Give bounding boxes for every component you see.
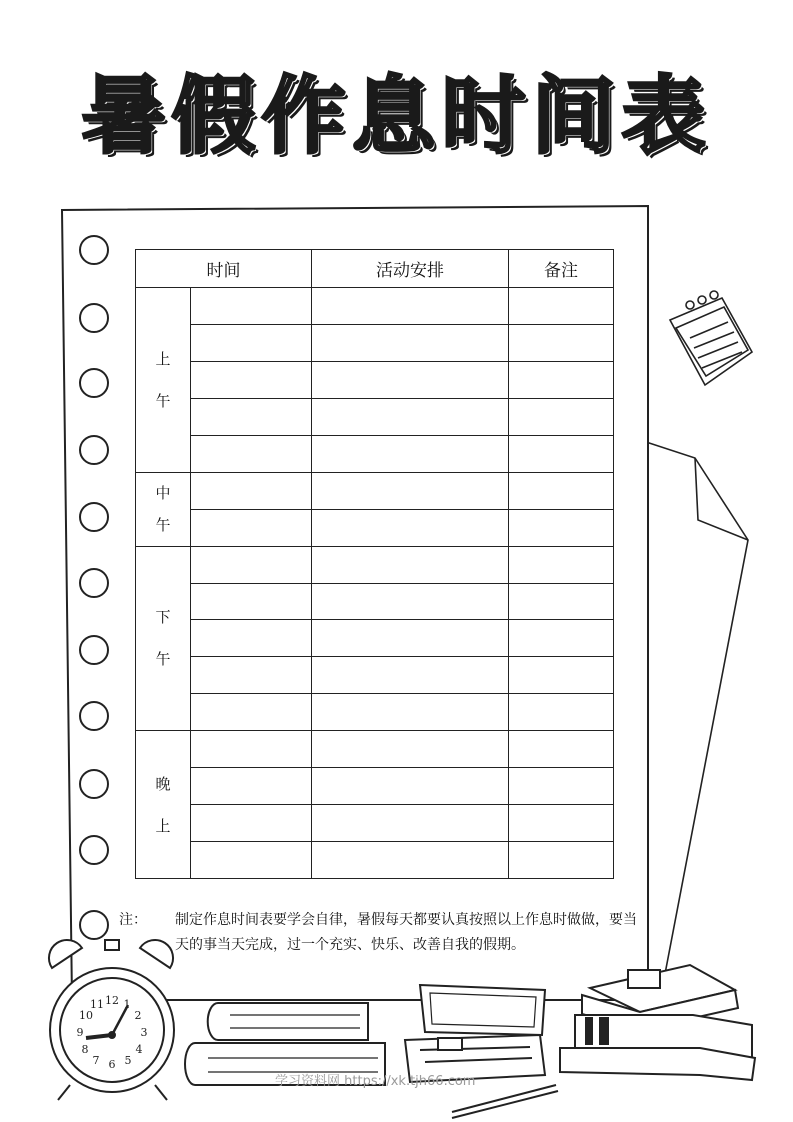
remarks-cell[interactable] (509, 546, 614, 583)
time-cell[interactable] (191, 620, 312, 657)
activity-cell[interactable] (312, 842, 509, 879)
time-cell[interactable] (191, 805, 312, 842)
period-noon: 中 午 (136, 472, 191, 546)
table-row (136, 842, 614, 879)
header-time: 时间 (136, 250, 312, 288)
clock-number: 8 (81, 1043, 89, 1056)
table-row (136, 657, 614, 694)
remarks-cell[interactable] (509, 435, 614, 472)
table-row (136, 694, 614, 731)
time-cell[interactable] (191, 288, 312, 325)
remarks-cell[interactable] (509, 509, 614, 546)
remarks-cell[interactable] (509, 842, 614, 879)
remarks-cell[interactable] (509, 731, 614, 768)
clock-number: 2 (134, 1009, 142, 1022)
clock-number: 6 (108, 1058, 116, 1071)
period-morning: 上 午 (136, 288, 191, 473)
time-cell[interactable] (191, 324, 312, 361)
table-row (136, 731, 614, 768)
watermark: 学习资料网 https://xk.tjh66.com (275, 1074, 476, 1089)
time-cell[interactable] (191, 546, 312, 583)
time-cell[interactable] (191, 731, 312, 768)
remarks-cell[interactable] (509, 361, 614, 398)
note-text: 制定作息时间表要学会自律，暑假每天都要认真按照以上作息时做做，要当天的事当天完成，过一个充实、快乐、改善自我的假期。 (175, 912, 637, 953)
table-row (136, 768, 614, 805)
period-afternoon: 下 午 (136, 546, 191, 731)
activity-cell[interactable] (312, 435, 509, 472)
time-cell[interactable] (191, 472, 312, 509)
clock-number: 10 (79, 1009, 93, 1022)
note-label: 注： (119, 912, 147, 928)
clock-number: 12 (105, 994, 119, 1007)
time-cell[interactable] (191, 842, 312, 879)
activity-cell[interactable] (312, 546, 509, 583)
table-row (136, 288, 614, 325)
time-cell[interactable] (191, 657, 312, 694)
remarks-cell[interactable] (509, 472, 614, 509)
remarks-cell[interactable] (509, 805, 614, 842)
activity-cell[interactable] (312, 472, 509, 509)
remarks-cell[interactable] (509, 324, 614, 361)
activity-cell[interactable] (312, 398, 509, 435)
table-row (136, 324, 614, 361)
table-row (136, 546, 614, 583)
remarks-cell[interactable] (509, 583, 614, 620)
table-header-row (136, 250, 614, 288)
time-cell[interactable] (191, 361, 312, 398)
table-row (136, 472, 614, 509)
time-cell[interactable] (191, 768, 312, 805)
activity-cell[interactable] (312, 509, 509, 546)
activity-cell[interactable] (312, 805, 509, 842)
time-cell[interactable] (191, 398, 312, 435)
activity-cell[interactable] (312, 731, 509, 768)
notepad-icon (670, 291, 752, 385)
time-cell[interactable] (191, 694, 312, 731)
time-cell[interactable] (191, 509, 312, 546)
remarks-cell[interactable] (509, 398, 614, 435)
remarks-cell[interactable] (509, 694, 614, 731)
activity-cell[interactable] (312, 694, 509, 731)
table-row (136, 361, 614, 398)
schedule-table (135, 249, 614, 879)
remarks-cell[interactable] (509, 768, 614, 805)
activity-cell[interactable] (312, 620, 509, 657)
time-cell[interactable] (191, 435, 312, 472)
header-remarks: 备注 (509, 250, 614, 288)
clock-number: 4 (135, 1043, 143, 1056)
remarks-cell[interactable] (509, 288, 614, 325)
activity-cell[interactable] (312, 324, 509, 361)
pencil-case-icon (405, 985, 558, 1118)
table-row (136, 805, 614, 842)
remarks-cell[interactable] (509, 657, 614, 694)
clock-number: 11 (90, 998, 104, 1011)
table-row (136, 398, 614, 435)
table-row (136, 583, 614, 620)
clock-number: 1 (123, 998, 131, 1011)
clock-number: 9 (76, 1026, 84, 1039)
period-evening: 晚 上 (136, 731, 191, 879)
page-title: 暑假作息时间表 (81, 67, 712, 165)
activity-cell[interactable] (312, 361, 509, 398)
activity-cell[interactable] (312, 768, 509, 805)
table-row (136, 509, 614, 546)
table-row (136, 620, 614, 657)
clock-number: 7 (92, 1054, 100, 1067)
clock-number: 3 (140, 1026, 148, 1039)
time-cell[interactable] (191, 583, 312, 620)
clock-number: 5 (124, 1054, 132, 1067)
activity-cell[interactable] (312, 657, 509, 694)
activity-cell[interactable] (312, 583, 509, 620)
table-row (136, 435, 614, 472)
note-paragraph (119, 908, 645, 958)
header-activity: 活动安排 (312, 250, 509, 288)
remarks-cell[interactable] (509, 620, 614, 657)
activity-cell[interactable] (312, 288, 509, 325)
